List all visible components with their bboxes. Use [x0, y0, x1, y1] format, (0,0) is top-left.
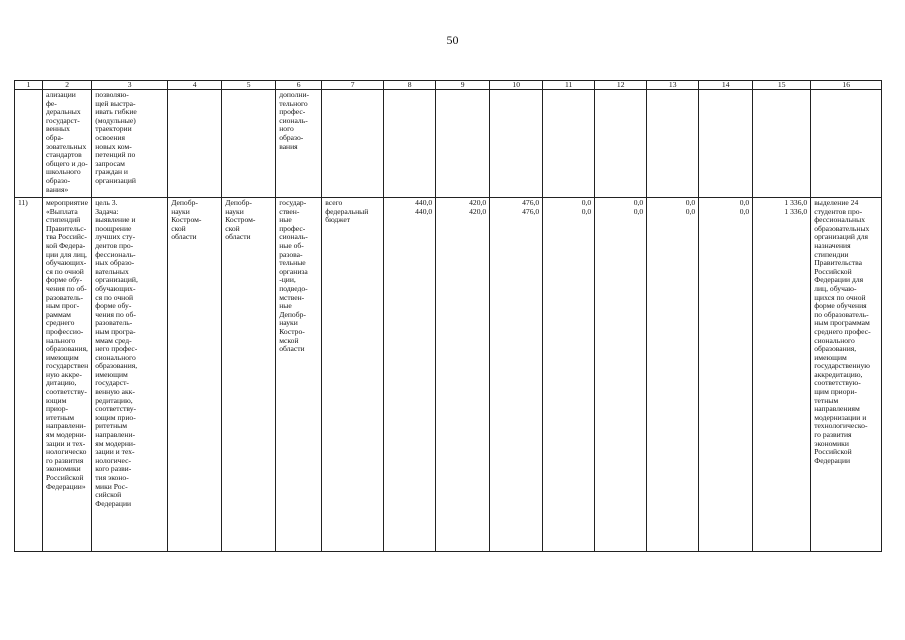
- value-total: 420,0: [469, 198, 487, 207]
- header-cell: 14: [699, 81, 753, 90]
- total-cell: [753, 198, 811, 552]
- measure-name-cell: ализации фе- деральных государст- венных обра- зовательных стандартов общего и до- школьного образо- вания»: [43, 90, 92, 198]
- value-cell: [384, 198, 436, 552]
- executor-cell: [168, 90, 222, 198]
- table-row: [15, 198, 882, 552]
- value-cell: [647, 198, 699, 552]
- value-federal: 420,0: [469, 206, 487, 216]
- value-federal: 440,0: [415, 206, 433, 216]
- value-total: 476,0: [522, 198, 540, 207]
- value-total: 0,0: [581, 198, 592, 207]
- header-cell: 6: [276, 81, 322, 90]
- value-cell: [699, 90, 753, 198]
- coexecutor-cell: Депобр- науки Костром- ской области: [222, 198, 276, 552]
- header-cell: 12: [595, 81, 647, 90]
- header-cell: 13: [647, 81, 699, 90]
- value-federal: 0,0: [685, 206, 696, 216]
- value-cell: [384, 90, 436, 198]
- header-row: [15, 81, 882, 90]
- funding-source-cell: [322, 198, 384, 552]
- header-cell: 2: [43, 81, 92, 90]
- header-cell: 10: [490, 81, 543, 90]
- participant-cell: государ- ствен- ные профес- сиональ- ные об- разова- тельные организа -ции, подведо- мствен- ные Депобр- науки Костро- мской области: [276, 198, 322, 552]
- coexecutor-cell: [222, 90, 276, 198]
- header-cell: 3: [92, 81, 168, 90]
- participant-cell: дополни- тельного профес- сиональ- ного образо- вания: [276, 90, 322, 198]
- program-table: [14, 80, 882, 552]
- value-federal: 1 336,0: [784, 206, 808, 216]
- value-cell: [436, 90, 490, 198]
- header-cell: 4: [168, 81, 222, 90]
- value-cell: [595, 90, 647, 198]
- row-number-cell: 11): [15, 198, 43, 552]
- value-cell: [490, 90, 543, 198]
- value-total: 1 336,0: [784, 198, 808, 207]
- page-number: 50: [446, 33, 459, 47]
- result-cell: выделение 24 студентов про- фессиональных образовательных организаций для назначения стипендии Правительства Российской Федерации для лиц, обучаю- щихся по очной форме обучения по образователь- ным программам среднего профес- сионального образования, имеющим государственную аккредитацию, соответствую- щим приори- тетным направлениям модернизации и технологическо- го развития экономики Российской Федерации: [811, 198, 882, 552]
- goal-cell: цель 3. Задача: выявление и поощрение лучших сту- дентов про- фессиональ- ных образо- вательных организаций, обучающих- ся по очной форме обу- чения по об- разователь- ным програ- ммам сред- него профес- сионального образования, имеющим государст- венную акк- редитацию, соответству- ющим прио- ритетным направлени- ям модерни- зации и тех- нологичес- кого разви- тия эконо- мики Рос- сийской Федерации: [92, 198, 168, 552]
- table-row: [15, 90, 882, 198]
- value-cell: [490, 198, 543, 552]
- row-number-cell: [15, 90, 43, 198]
- header-cell: 11: [543, 81, 595, 90]
- result-cell: [811, 90, 882, 198]
- header-cell: 16: [811, 81, 882, 90]
- value-cell: [647, 90, 699, 198]
- header-cell: 8: [384, 81, 436, 90]
- value-cell: [595, 198, 647, 552]
- value-federal: 476,0: [522, 206, 540, 216]
- funding-source-federal: федеральный бюджет: [325, 206, 369, 225]
- measure-name-cell: мероприятие «Выплата стипендий Правительс- тва Российс- кой Федера- ции для лиц, обучающих- ся по очной форме обу- чения по об- разователь- ным прог- раммам среднего профессио- нального образования, имеющим государствен ную аккре- дитацию, соответству- ющим приор- итетным направлени- ям модерни- зации и тех- нологическо го развития экономики Российской Федерации»: [43, 198, 92, 552]
- value-total: 440,0: [415, 198, 433, 207]
- value-cell: [699, 198, 753, 552]
- value-cell: [543, 198, 595, 552]
- header-cell: 9: [436, 81, 490, 90]
- header-cell: 7: [322, 81, 384, 90]
- value-cell: [436, 198, 490, 552]
- value-federal: 0,0: [581, 206, 592, 216]
- goal-cell: позволяю- щей выстра- ивать гибкие (модульные) траектории освоения новых ком- петенций по запросам граждан и организаций: [92, 90, 168, 198]
- value-federal: 0,0: [739, 206, 750, 216]
- header-cell: 5: [222, 81, 276, 90]
- funding-source-cell: [322, 90, 384, 198]
- header-cell: 1: [15, 81, 43, 90]
- value-federal: 0,0: [633, 206, 644, 216]
- total-cell: [753, 90, 811, 198]
- value-total: 0,0: [685, 198, 696, 207]
- header-cell: 15: [753, 81, 811, 90]
- value-cell: [543, 90, 595, 198]
- value-total: 0,0: [633, 198, 644, 207]
- executor-cell: Депобр- науки Костром- ской области: [168, 198, 222, 552]
- value-total: 0,0: [739, 198, 750, 207]
- funding-source-total: всего: [325, 198, 343, 207]
